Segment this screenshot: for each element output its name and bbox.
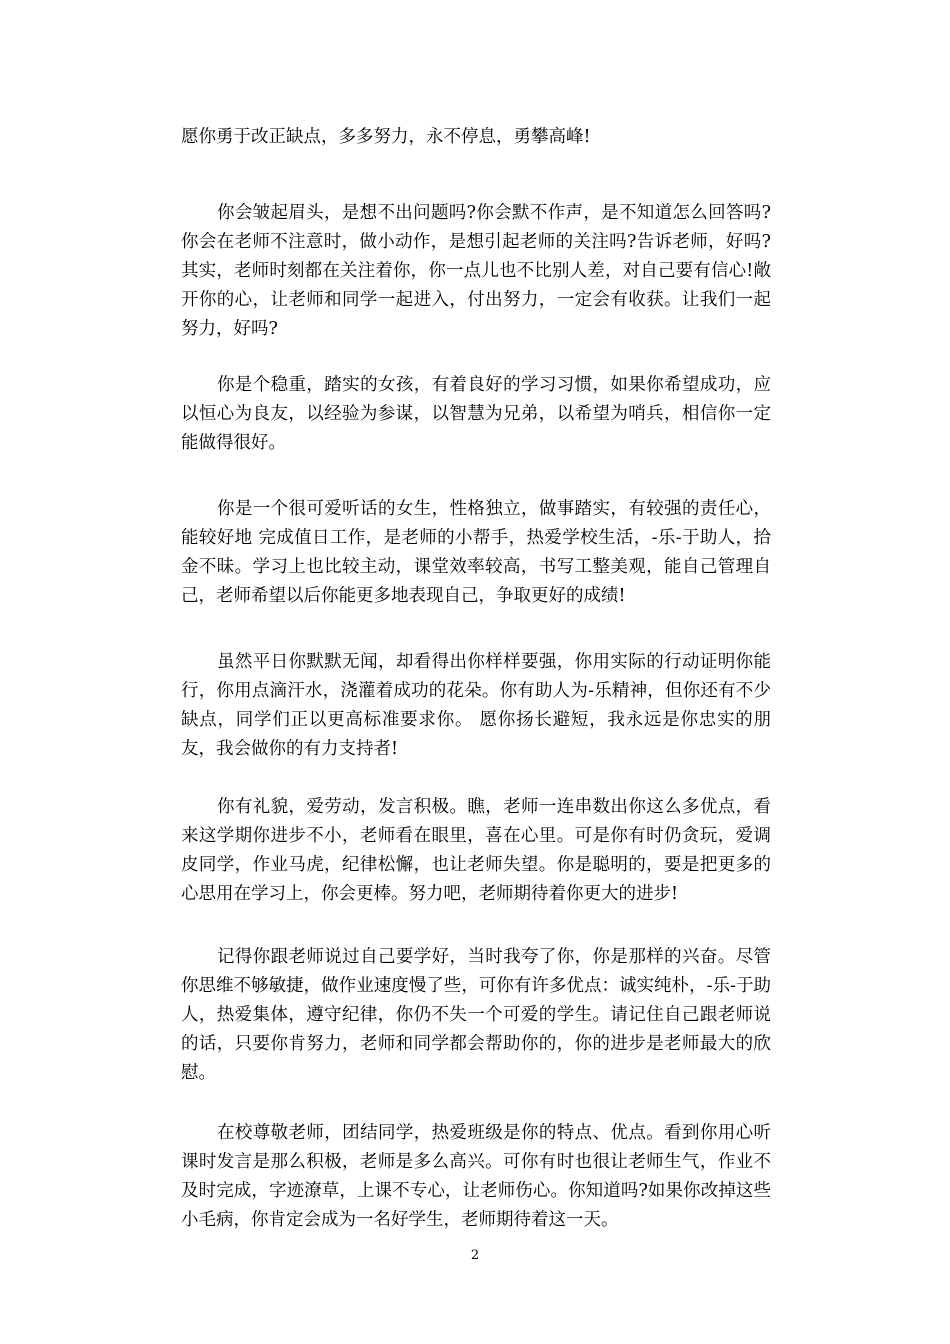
page-number: 2: [470, 1248, 480, 1263]
paragraph-4: 你是一个很可爱听话的女生，性格独立，做事踏实，有较强的责任心，能较好地 完成值日工作，是老师的小帮手，热爱学校生活，-乐-于助人，拾金不昧。学习上也比较主动，课堂效率较高，书写工整美观，能自己管理自己，老师希望以后你能更多地表现自己，争取更好的成绩!: [181, 499, 771, 606]
paragraph-8: 在校尊敬老师，团结同学，热爱班级是你的特点、优点。看到你用心听课时发言是那么积极，老师是多么高兴。可你有时也很让老师生气，作业不及时完成，字迹潦草，上课不专心，让老师伤心。你知道吗?如果你改掉这些小毛病，你肯定会成为一名好学生，老师期待着这一天。: [181, 1123, 771, 1230]
paragraph-6: 你有礼貌，爱劳动，发言积极。瞧，老师一连串数出你这么多优点，看来这学期你进步不小，老师看在眼里，喜在心里。可是你有时仍贪玩，爱调皮同学，作业马虎，纪律松懈，也让老师失望。你是聪明的，要是把更多的心思用在学习上，你会更棒。努力吧，老师期待着你更大的进步!: [181, 797, 771, 904]
paragraph-2: 你会皱起眉头，是想不出问题吗?你会默不作声，是不知道怎么回答吗?你会在老师不注意时，做小动作，是想引起老师的关注吗?告诉老师，好吗?其实，老师时刻都在关注着你，你一点儿也不比别人差，对自己要有信心!敞开你的心，让老师和同学一起进入，付出努力，一定会有收获。让我们一起努力，好吗?: [181, 203, 771, 339]
paragraph-7: 记得你跟老师说过自己要学好，当时我夸了你，你是那样的兴奋。尽管你思维不够敏捷，做作业速度慢了些，可你有许多优点：诚实纯朴，-乐-于助人，热爱集体，遵守纪律，你仍不失一个可爱的学生。请记住自己跟老师说的话，只要你肯努力，老师和同学都会帮助你的，你的进步是老师最大的欣慰。: [181, 947, 771, 1083]
paragraph-3: 你是个稳重，踏实的女孩，有着良好的学习习惯，如果你希望成功，应以恒心为良友，以经验为参谋，以智慧为兄弟，以希望为哨兵，相信你一定能做得很好。: [181, 375, 771, 453]
paragraph-1: 愿你勇于改正缺点，多多努力，永不停息，勇攀高峰!: [181, 127, 591, 147]
paragraph-5: 虽然平日你默默无闻，却看得出你样样要强，你用实际的行动证明你能行，你用点滴汗水，浇灌着成功的花朵。你有助人为-乐精神，但你还有不少缺点，同学们正以更高标准要求你。 愿你扬长避短，我永远是你忠实的朋友，我会做你的有力支持者!: [181, 652, 771, 759]
